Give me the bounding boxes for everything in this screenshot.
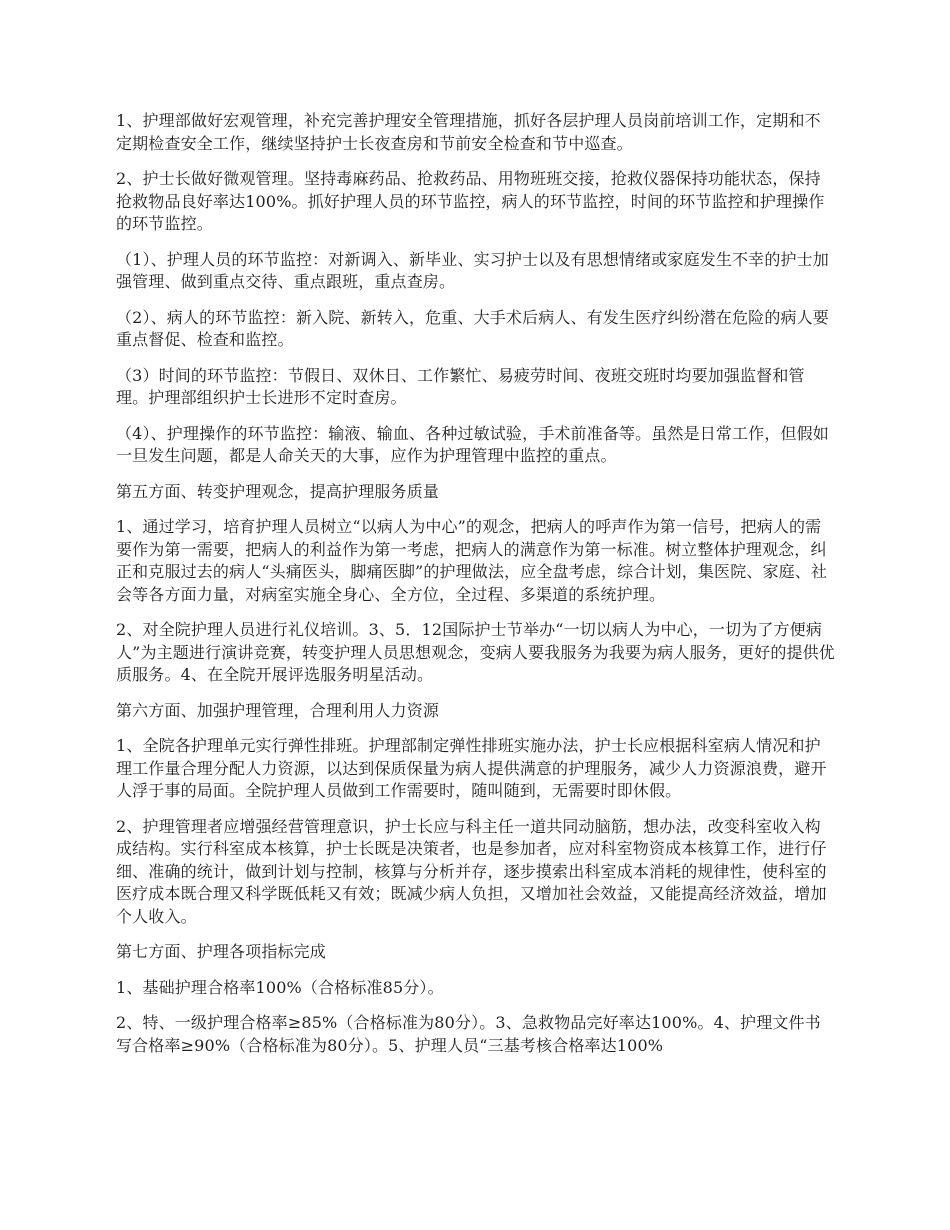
paragraph-4: （2）、病人的环节监控：新入院、新转入，危重、大手术后病人、有发生医疗纠纷潜在危险的病人要重点督促、检查和监控。 [116, 307, 829, 349]
paragraph-9: 1、全院各护理单元实行弹性排班。护理部制定弹性排班实施办法，护士长应根据科室病人情况和护理工作量合理分配人力资源，以达到保质保量为病人提供满意的护理服务，减少人力资源浪费，避开人浮于事的局面。全院护理人员做到工作需要时，随叫随到，无需要时即休假。 [116, 736, 827, 800]
paragraph-7: 1、通过学习，培育护理人员树立“以病人为中心”的观念，把病人的呼声作为第一信号，把病人的需要作为第一需要，把病人的利益作为第一考虑，把病人的满意作为第一标准。树立整体护理观念，纠正和克服过去的病人“头痛医头，脚痛医脚”的护理做法，应全盘考虑，综合计划，集医院、家庭、社会等各方面力量，对病室实施全身心、全方位，全过程、多渠道的系统护理。 [116, 517, 828, 604]
section-heading-7: 第七方面、护理各项指标完成 [116, 942, 326, 961]
section-heading-6: 第六方面、加强护理管理，合理利用人力资源 [116, 700, 440, 720]
document-page [116, 110, 836, 1070]
paragraph-11: 1、基础护理合格率100%（合格标准85分）。 [116, 977, 444, 997]
paragraph-6: （4）、护理操作的环节监控：输液、输血、各种过敏试验，手术前准备等。虽然是日常工作，但假如一旦发生问题，都是人命关天的大事，应作为护理管理中监控的重点。 [116, 423, 829, 465]
paragraph-1: 1、护理部做好宏观管理，补充完善护理安全管理措施，抓好各层护理人员岗前培训工作，定期和不定期检查安全工作，继续坚持护士长夜查房和节前安全检查和节中巡查。 [116, 111, 821, 153]
paragraph-12: 2、特、一级护理合格率≥85%（合格标准为80分）。3、急救物品完好率达100%。4、护理文件书写合格率≥90%（合格标准为80分）。5、护理人员“三基考核合格率达100% [116, 1013, 821, 1055]
section-heading-5: 第五方面、转变护理观念，提高护理服务质量 [116, 481, 440, 501]
paragraph-8: 2、对全院护理人员进行礼仪培训。3、5．12国际护士节举办“一切以病人为中心，一切为了方便病人”为主题进行演讲竞赛，转变护理人员思想观念，变病人要我服务为我要为病人服务，更好的提供优质服务。4、在全院开展评选服务明星活动。 [116, 620, 835, 684]
paragraph-10: 2、护理管理者应增强经营管理意识，护士长应与科主任一道共同动脑筋，想办法，改变科室收入构成结构。实行科室成本核算，护士长既是决策者，也是参加者，应对科室物资成本核算工作，进行仔细、准确的统计，做到计划与控制，核算与分析并存，逐步摸索出科室成本消耗的规律性，使科室的医疗成本既合理又科学既低耗又有效；既减少病人负担，又增加社会效益，又能提高经济效益，增加个人收入。 [116, 816, 827, 926]
paragraph-3: （1）、护理人员的环节监控：对新调入、新毕业、实习护士以及有思想情绪或家庭发生不幸的护士加强管理、做到重点交待、重点跟班，重点查房。 [116, 249, 829, 291]
paragraph-2: 2、护士长做好微观管理。坚持毒麻药品、抢救药品、用物班班交接，抢救仪器保持功能状态，保持抢救物品良好率达100%。抓好护理人员的环节监控，病人的环节监控，时间的环节监控和护理操作的环节监控。 [116, 169, 825, 233]
paragraph-5: （3）时间的环节监控：节假日、双休日、工作繁忙、易疲劳时间、夜班交班时均要加强监督和管理。护理部组织护士长进形不定时查房。 [116, 365, 805, 407]
